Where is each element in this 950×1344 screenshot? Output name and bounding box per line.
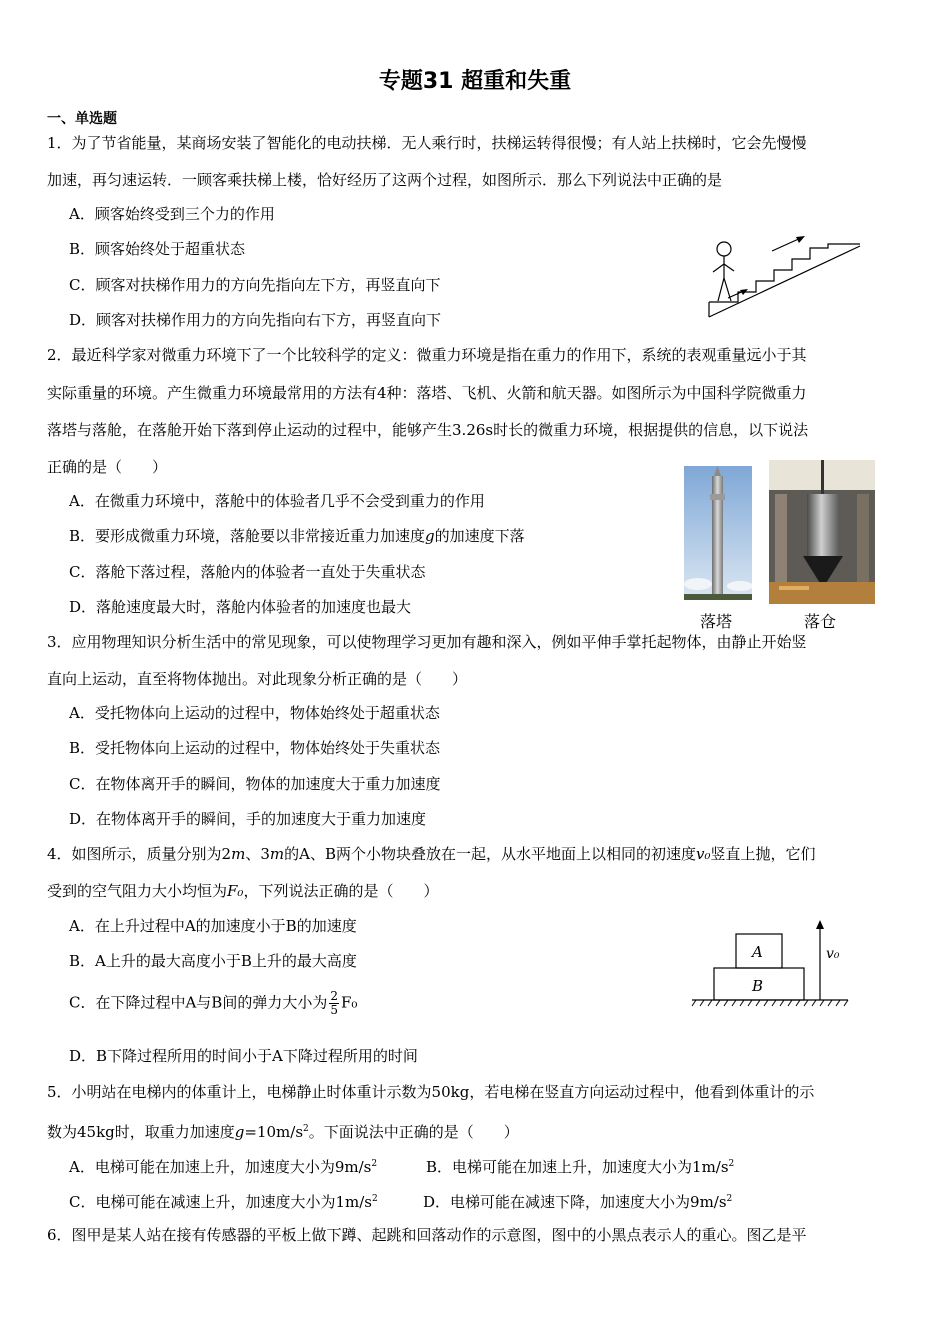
caption-drop-tower: 落塔 [700, 612, 733, 631]
q1-stem-line2: 加速，再匀速运转．一顾客乘扶梯上楼，恰好经历了这两个过程，如图所示．那么下列说法中正确的是 [47, 171, 723, 189]
q4-stem-line1: 4．如图所示，质量分别为2m、3m的A、B两个小物块叠放在一起，从水平地面上以相同的初速度v₀竖直上抛，它们 [47, 845, 816, 863]
caption-drop-capsule: 落仓 [804, 612, 837, 631]
q5-option-d: D．电梯可能在减速下降，加速度大小为$9m/s^2$ [423, 1193, 733, 1211]
q2-option-d: D．落舱速度最大时，落舱内体验者的加速度也最大 [69, 598, 412, 616]
q2-stem-line2: 实际重量的环境。产生微重力环境最常用的方法有4种：落塔、飞机、火箭和航天器。如图所示为中国科学院微重力 [47, 384, 807, 402]
escalator-figure [700, 228, 870, 324]
stacked-blocks-figure [688, 918, 852, 1010]
q3-stem-line1: 3．应用物理知识分析生活中的常见现象，可以使物理学习更加有趣和深入，例如平伸手掌托起物体，由静止开始竖 [47, 633, 807, 651]
q3-option-d: D．在物体离开手的瞬间，手的加速度大于重力加速度 [69, 810, 427, 828]
q2-stem-line4: 正确的是（ ） [47, 458, 168, 476]
q5-option-c: C．电梯可能在减速上升，加速度大小为$1m/s^2$ [69, 1193, 378, 1211]
velocity-label: v₀ [826, 946, 840, 962]
q4-option-d: D．B下降过程所用的时间小于A下降过程所用的时间 [69, 1047, 418, 1065]
fraction-two-fifths: $\frac{2}{5}$ [330, 989, 338, 1017]
block-a-label: A [752, 943, 763, 961]
drop-tower-photo [684, 466, 752, 600]
q2-option-a: A．在微重力环境中，落舱中的体验者几乎不会受到重力的作用 [69, 492, 485, 510]
block-b-label: B [752, 977, 764, 995]
q3-option-a: A．受托物体向上运动的过程中，物体始终处于超重状态 [69, 704, 440, 722]
q4-option-a: A．在上升过程中A的加速度小于B的加速度 [69, 917, 357, 935]
q2-option-b: B．要形成微重力环境，落舱要以非常接近重力加速度g的加速度下落 [69, 527, 525, 545]
q5-option-b: B．电梯可能在加速上升，加速度大小为$1m/s^2$ [426, 1158, 735, 1176]
q3-stem-line2: 直向上运动，直至将物体抛出。对此现象分析正确的是（ ） [47, 670, 468, 688]
q4-stem-line2: 受到的空气阻力大小均恒为F₀，下列说法正确的是（ ） [47, 882, 439, 900]
q3-option-b: B．受托物体向上运动的过程中，物体始终处于失重状态 [69, 739, 441, 757]
q1-option-a: A．顾客始终受到三个力的作用 [69, 205, 275, 223]
page-title: 专题31 超重和失重 [378, 69, 572, 94]
section-heading: 一、单选题 [47, 111, 117, 127]
q5-stem-line2: 数为45kg时，取重力加速度$g=10m/s^2$。下面说法中正确的是（ ） [47, 1123, 519, 1141]
q6-stem-line1: 6．图甲是某人站在接有传感器的平板上做下蹲、起跳和回落动作的示意图，图中的小黑点表示人的重心。图乙是平 [47, 1226, 807, 1244]
q5-option-a: A．电梯可能在加速上升，加速度大小为$9m/s^2$ [69, 1158, 378, 1176]
q1-option-d: D．顾客对扶梯作用力的方向先指向右下方，再竖直向下 [69, 311, 442, 329]
q4-option-b: B．A上升的最大高度小于B上升的最大高度 [69, 952, 357, 970]
q4-option-c: C．在下降过程中A与B间的弹力大小为 $\frac{2}{5}$ F₀ [69, 989, 358, 1017]
q1-option-c: C．顾客对扶梯作用力的方向先指向左下方，再竖直向下 [69, 276, 441, 294]
q1-stem-line1: 1．为了节省能量，某商场安装了智能化的电动扶梯．无人乘行时，扶梯运转得很慢；有人站上扶梯时，它会先慢慢 [47, 134, 807, 152]
q1-option-b: B．顾客始终处于超重状态 [69, 240, 246, 258]
drop-capsule-photo [769, 460, 875, 604]
q5-stem-line1: 5．小明站在电梯内的体重计上，电梯静止时体重计示数为50kg，若电梯在竖直方向运动过程中，他看到体重计的示 [47, 1083, 815, 1101]
q2-stem-line1: 2．最近科学家对微重力环境下了一个比较科学的定义：微重力环境是指在重力的作用下，系统的表观重量远小于其 [47, 346, 807, 364]
q2-option-c: C．落舱下落过程，落舱内的体验者一直处于失重状态 [69, 563, 426, 581]
q2-stem-line3: 落塔与落舱，在落舱开始下落到停止运动的过程中，能够产生3.26s时长的微重力环境，根据提供的信息，以下说法 [47, 421, 809, 439]
q3-option-c: C．在物体离开手的瞬间，物体的加速度大于重力加速度 [69, 775, 441, 793]
